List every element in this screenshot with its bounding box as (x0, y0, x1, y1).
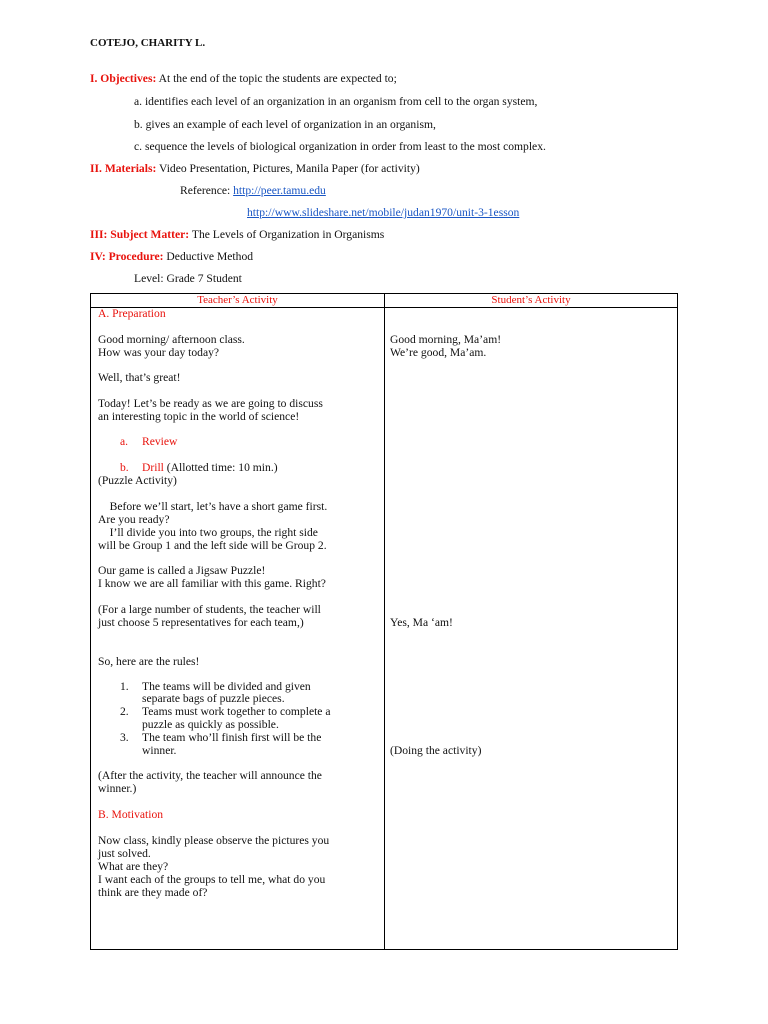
review-marker: a. (120, 435, 129, 448)
objectives-label: I. Objectives: (90, 72, 157, 85)
procedure-text: Deductive Method (163, 250, 254, 263)
rule-1-line-2: separate bags of puzzle pieces. (142, 692, 285, 705)
procedure-label: IV: Procedure: (90, 250, 164, 263)
student-reply-2: We’re good, Ma’am. (390, 346, 487, 359)
teacher-observe-3: What are they? (98, 860, 169, 873)
objective-item-b: b. gives an example of each level of organization in an organism, (134, 118, 436, 131)
rule-3-number: 3. (120, 731, 129, 744)
teacher-large-2: just choose 5 representatives for each team,) (98, 616, 304, 629)
rule-2-line-2: puzzle as quickly as possible. (142, 718, 279, 731)
reference-label: Reference: (180, 184, 234, 197)
teacher-greeting-2: How was your day today? (98, 346, 220, 359)
teacher-large-1: (For a large number of students, the teacher will (98, 603, 321, 616)
author-name: COTEJO, CHARITY L. (90, 37, 206, 49)
table-border-left (90, 293, 91, 950)
teacher-game-4: will be Group 1 and the left side will be Group 2. (98, 539, 327, 552)
header-student-activity: Student’s Activity (491, 294, 571, 306)
section-motivation: B. Motivation (98, 808, 164, 821)
reference-link-2[interactable]: http://www.slideshare.net/mobile/judan1970/unit-3-1esson (247, 206, 520, 219)
teacher-today-1: Today! Let’s be ready as we are going to discuss (98, 397, 323, 410)
level-line: Level: Grade 7 Student (134, 272, 242, 285)
procedure-line (90, 250, 253, 263)
teacher-observe-4: I want each of the groups to tell me, what do you (98, 873, 326, 886)
objective-item-c: c. sequence the levels of biological organization in order from least to the most complex. (134, 140, 546, 153)
rule-3-line-2: winner. (142, 744, 177, 757)
rule-1-line-1: The teams will be divided and given (142, 680, 311, 693)
reference-line-2 (247, 206, 519, 219)
objectives-line (90, 72, 397, 85)
materials-line (90, 162, 420, 175)
rule-1-number: 1. (120, 680, 129, 693)
subject-matter-label: III: Subject Matter: (90, 228, 190, 241)
table-column-divider (384, 293, 385, 950)
student-doing: (Doing the activity) (390, 744, 482, 757)
teacher-observe-5: think are they made of? (98, 886, 208, 899)
objectives-intro: At the end of the topic the students are expected to; (156, 72, 397, 85)
teacher-after-1: (After the activity, the teacher will announce the (98, 769, 322, 782)
table-border-right (677, 293, 678, 950)
objective-item-a: a. identifies each level of an organization in an organism from cell to the organ system, (134, 95, 538, 108)
teacher-after-2: winner.) (98, 782, 137, 795)
reference-line (180, 184, 326, 197)
drill-marker: b. (120, 461, 129, 474)
reference-link-1[interactable]: http://peer.tamu.edu (233, 184, 326, 197)
header-teacher-activity: Teacher’s Activity (197, 294, 278, 306)
teacher-observe-2: just solved. (98, 847, 151, 860)
student-yes: Yes, Ma ‘am! (390, 616, 453, 629)
drill-line (142, 461, 278, 474)
teacher-game-2: Are you ready? (98, 513, 170, 526)
rule-3-line-1: The team who’ll finish first will be the (142, 731, 322, 744)
drill-time: (Allotted time: 10 min.) (163, 461, 278, 474)
subject-matter-line (90, 228, 384, 241)
section-review: Review (142, 435, 178, 448)
materials-label: II. Materials: (90, 162, 157, 175)
teacher-observe-1: Now class, kindly please observe the pictures you (98, 834, 330, 847)
teacher-great: Well, that’s great! (98, 371, 181, 384)
teacher-game-1: Before we’ll start, let’s have a short game first. (98, 500, 328, 513)
teacher-game-3: I’ll divide you into two groups, the right side (98, 526, 318, 539)
rule-2-line-1: Teams must work together to complete a (142, 705, 331, 718)
teacher-rules-intro: So, here are the rules! (98, 655, 200, 668)
section-drill: Drill (142, 461, 164, 474)
section-preparation: A. Preparation (98, 307, 166, 320)
rule-2-number: 2. (120, 705, 129, 718)
materials-text: Video Presentation, Pictures, Manila Paper (for activity) (156, 162, 420, 175)
subject-matter-text: The Levels of Organization in Organisms (189, 228, 385, 241)
teacher-today-2: an interesting topic in the world of science! (98, 410, 300, 423)
teacher-greeting-1: Good morning/ afternoon class. (98, 333, 245, 346)
teacher-jigsaw-1: Our game is called a Jigsaw Puzzle! (98, 564, 266, 577)
teacher-puzzle: (Puzzle Activity) (98, 474, 177, 487)
teacher-jigsaw-2: I know we are all familiar with this game. Right? (98, 577, 326, 590)
student-reply-1: Good morning, Ma’am! (390, 333, 502, 346)
